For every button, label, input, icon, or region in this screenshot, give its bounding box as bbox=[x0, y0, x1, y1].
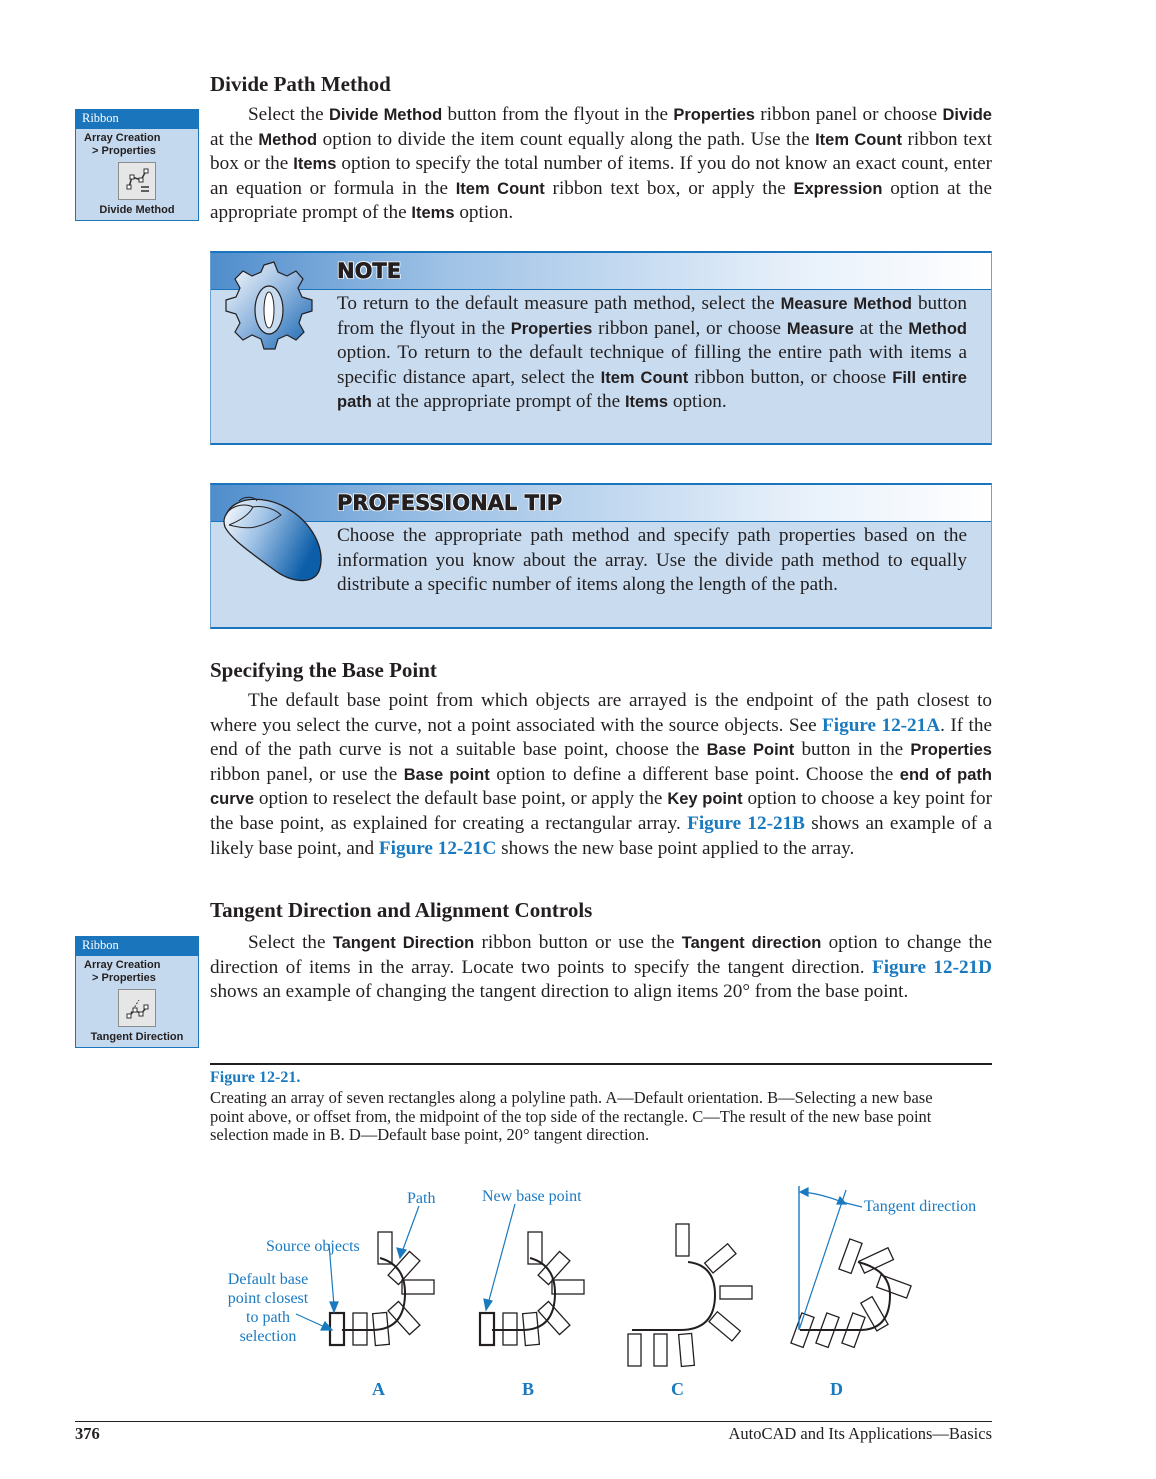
ui-term: Items bbox=[293, 155, 337, 174]
panel-label-b: B bbox=[522, 1379, 535, 1399]
ribbon-header: Ribbon bbox=[76, 110, 198, 129]
label-line: Default base bbox=[227, 1271, 309, 1288]
ui-term: Tangent Direction bbox=[332, 934, 475, 952]
running-footer-title: AutoCAD and Its Applications—Basics bbox=[728, 1424, 992, 1443]
label-line: selection bbox=[239, 1328, 297, 1345]
figure-reference-link[interactable]: Figure 12-21D bbox=[871, 956, 993, 978]
panel-label-a: A bbox=[372, 1379, 385, 1399]
ui-term: Measure Method bbox=[780, 295, 912, 313]
note-title: NOTE bbox=[337, 259, 402, 283]
ui-term: Base Point bbox=[706, 741, 795, 760]
ui-term: Properties bbox=[673, 106, 755, 124]
ribbon-group-line1: Array Creation bbox=[84, 959, 161, 971]
panel-c-drawing bbox=[628, 1224, 752, 1366]
mouse-icon bbox=[215, 491, 327, 596]
paragraph-divide-path: Select the Divide Method button from the flyout in the Properties ribbon panel or choose Divide at the Method option to divide the item count equally along the path. Use the Item Count ribbon text box or the Items option to specify the total number of items. If you do not know an exact count, enter an equation or formula in the Item Count ribbon text box, or apply the Expression option at the appropriate prompt of the Items option. bbox=[210, 104, 992, 224]
paragraph-base-point: The default base point from which objects are arrayed is the endpoint of the path closest to where you select the curve, not a point associated with the source objects. See Figure 12-21A. If the end of the path curve is not a suitable base point, choose the Base Point button in the Properties ribbon panel, or use the Base point option to define a different base point. Choose the end of path curve option to reselect the default base point, or apply the Key point option to choose a key point for the base point, as explained for creating a rectangular array. Figure 12-21B shows an example of a likely base point, and Figure 12-21C shows the new base point applied to the array. bbox=[210, 690, 993, 859]
ui-term: Tangent direction bbox=[681, 934, 822, 952]
ui-term: Properties bbox=[510, 319, 593, 338]
ui-term: Measure bbox=[786, 319, 854, 338]
note-text: To return to the default measure path method, select the Measure Method button from the flyout in the Properties ribbon panel, or choose Measure at the Method option. To return to the default technique of filling the entire path with items a specific distance apart, select the Item Count ribbon button, or choose Fill entire path at the appropriate prompt of the Items option. bbox=[337, 293, 967, 413]
label-line: point closest bbox=[227, 1290, 309, 1307]
ui-term: end of path curve bbox=[210, 765, 993, 809]
paragraph-tangent-direction: Select the Tangent Direction ribbon button or use the Tangent direction option to change the direction of items in the array. Locate two points to specify the tangent direction. Figure 12-21D shows an example of changing the tangent direction to align items 20° from the base point. bbox=[210, 932, 993, 1003]
panel-d-drawing bbox=[791, 1239, 911, 1348]
panel-label-c: C bbox=[671, 1379, 684, 1399]
tip-text: Choose the appropriate path method and specify path properties based on the information you know about the array. Use the divide path method to equally distribute a specific number of items along the length of the path. bbox=[337, 525, 967, 596]
ui-term: Items bbox=[411, 204, 455, 223]
professional-tip-box bbox=[210, 483, 992, 629]
heading-tangent-direction: Tangent Direction and Alignment Controls bbox=[210, 898, 593, 922]
tip-title: PROFESSIONAL TIP bbox=[337, 491, 563, 515]
gear-icon bbox=[219, 257, 319, 372]
figure-caption: Creating an array of seven rectangles along a polyline path. A—Default orientation. B—Selecting a new base point above, or offset from, the midpoint of the top side of the rectangle. C—The result of the new base point selection made in B. D—Default base point, 20° tangent direction. bbox=[210, 1088, 933, 1145]
tangent-direction-icon bbox=[118, 989, 156, 1027]
ribbon-group-line2: > Properties bbox=[92, 972, 156, 984]
ui-term: Key point bbox=[667, 790, 743, 809]
ribbon-button-label: Divide Method bbox=[99, 204, 175, 216]
divide-method-icon bbox=[118, 162, 156, 200]
ui-term: Base point bbox=[403, 765, 490, 784]
ui-term: Items bbox=[624, 393, 669, 412]
ui-term: Item Count bbox=[455, 179, 545, 198]
label-default-base-point bbox=[220, 1270, 316, 1346]
ui-term: Divide bbox=[942, 106, 992, 124]
ui-term: Fill entire path bbox=[337, 368, 967, 412]
ribbon-header: Ribbon bbox=[76, 937, 198, 956]
footer-rule bbox=[75, 1421, 992, 1422]
ui-term: Divide Method bbox=[328, 106, 443, 124]
label-new-base-point: New base point bbox=[482, 1188, 582, 1205]
ribbon-button-label: Tangent Direction bbox=[90, 1031, 184, 1043]
panel-label-d: D bbox=[830, 1379, 843, 1399]
ui-term: Item Count bbox=[815, 130, 902, 149]
label-source-objects: Source objects bbox=[266, 1238, 360, 1255]
ui-term: Item Count bbox=[600, 368, 689, 387]
ribbon-group bbox=[76, 129, 198, 158]
note-box bbox=[210, 251, 992, 445]
figure-reference-link[interactable]: Figure 12-21B bbox=[687, 812, 805, 834]
ribbon-group-line2: > Properties bbox=[92, 145, 156, 157]
label-tangent-direction: Tangent direction bbox=[864, 1198, 977, 1215]
ribbon-group-line1: Array Creation bbox=[84, 132, 161, 144]
figure-number: Figure 12-21. bbox=[210, 1069, 301, 1086]
label-line: to path bbox=[246, 1309, 290, 1326]
ui-term: Properties bbox=[910, 741, 992, 760]
figure-reference-link[interactable]: Figure 12-21A bbox=[822, 714, 941, 736]
ui-term: Method bbox=[258, 130, 318, 149]
heading-divide-path-method: Divide Path Method bbox=[210, 72, 391, 96]
panel-b-drawing bbox=[480, 1232, 584, 1346]
ui-term: Expression bbox=[793, 179, 883, 198]
figure-reference-link[interactable]: Figure 12-21C bbox=[378, 837, 497, 859]
heading-specifying-base-point: Specifying the Base Point bbox=[210, 658, 437, 682]
ribbon-callout-tangent-direction bbox=[75, 936, 199, 1048]
ui-term: Method bbox=[908, 319, 967, 338]
figure-illustration bbox=[210, 1180, 1000, 1410]
ribbon-group bbox=[76, 956, 198, 985]
label-path: Path bbox=[407, 1190, 436, 1207]
tip-header-bar bbox=[211, 485, 991, 522]
ribbon-callout-divide-method bbox=[75, 109, 199, 221]
page-number: 376 bbox=[75, 1424, 100, 1443]
note-header-bar bbox=[211, 253, 991, 290]
figure-top-rule bbox=[210, 1063, 992, 1065]
